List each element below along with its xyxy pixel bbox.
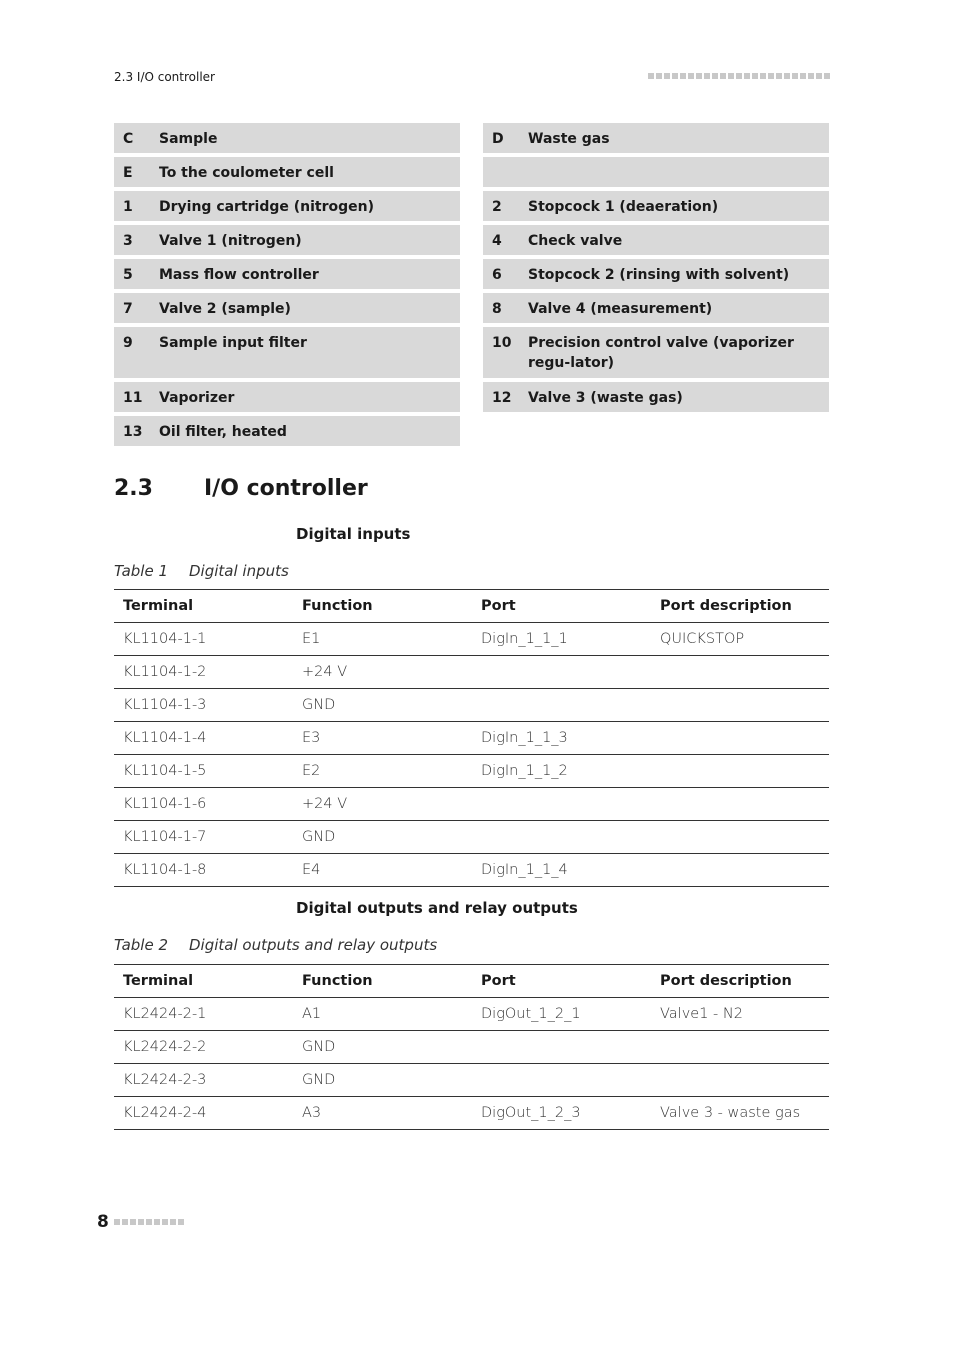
- legend-value: Valve 1 (nitrogen): [159, 233, 302, 249]
- legend-item: [483, 259, 829, 289]
- legend-value: Valve 3 (waste gas): [528, 390, 683, 406]
- table-cell: E2: [293, 755, 472, 788]
- table-row: [114, 656, 829, 689]
- table-cell: KL1104-1-4: [114, 722, 293, 755]
- page-number: 8: [97, 1212, 109, 1232]
- decoration-square: [680, 73, 686, 79]
- table-cell: DigIn_1_1_1: [472, 623, 651, 656]
- legend-key: 6: [492, 267, 502, 283]
- legend-value: Valve 2 (sample): [159, 301, 291, 317]
- table-cell: [472, 788, 651, 821]
- table-cell: Valve1 - N2: [651, 998, 829, 1031]
- table-cell: A3: [293, 1097, 472, 1130]
- decoration-square: [720, 73, 726, 79]
- table-row: [114, 1097, 829, 1130]
- legend-item: [483, 225, 829, 255]
- subheading-digital-outputs: Digital outputs and relay outputs: [296, 899, 578, 917]
- page-footer: [97, 1212, 184, 1232]
- caption-text: Digital outputs and relay outputs: [189, 936, 438, 954]
- legend-value: Sample: [159, 131, 218, 147]
- legend-value: Check valve: [528, 233, 623, 249]
- table-cell: KL2424-2-3: [114, 1064, 293, 1097]
- decoration-square: [122, 1219, 128, 1225]
- table-caption-1: [114, 562, 289, 580]
- legend-item: [483, 382, 829, 412]
- legend-value: Precision control valve (vaporizer regu-lator): [528, 335, 794, 371]
- decoration-square: [808, 73, 814, 79]
- table-cell: [651, 656, 829, 689]
- table-cell: Valve 3 - waste gas: [651, 1097, 829, 1130]
- column-header: Terminal: [114, 590, 293, 623]
- section-number: 2.3: [114, 476, 153, 501]
- decoration-square: [688, 73, 694, 79]
- table-cell: [651, 821, 829, 854]
- decoration-square: [768, 73, 774, 79]
- digital-inputs-table: [114, 589, 829, 887]
- table-cell: DigIn_1_1_4: [472, 854, 651, 887]
- figure-legend: [114, 123, 829, 450]
- legend-item: [114, 191, 460, 221]
- table-row: [114, 788, 829, 821]
- table-cell: KL2424-2-1: [114, 998, 293, 1031]
- digital-outputs-table: [114, 964, 829, 1130]
- table-row: [114, 854, 829, 887]
- legend-key: E: [123, 165, 133, 181]
- table-cell: KL1104-1-2: [114, 656, 293, 689]
- decoration-square: [712, 73, 718, 79]
- decoration-square: [776, 73, 782, 79]
- decoration-square: [760, 73, 766, 79]
- decoration-square: [162, 1219, 168, 1225]
- legend-key: 3: [123, 233, 133, 249]
- column-header: Function: [293, 590, 472, 623]
- decoration-square: [664, 73, 670, 79]
- table-row: [114, 821, 829, 854]
- table-cell: [472, 821, 651, 854]
- legend-key: 7: [123, 301, 133, 317]
- table-cell: KL1104-1-6: [114, 788, 293, 821]
- table-cell: [651, 1031, 829, 1064]
- table-cell: DigIn_1_1_2: [472, 755, 651, 788]
- table-cell: [651, 854, 829, 887]
- table-row: [114, 623, 829, 656]
- table-caption-2: [114, 936, 437, 954]
- table-cell: A1: [293, 998, 472, 1031]
- table-cell: GND: [293, 689, 472, 722]
- decoration-square: [744, 73, 750, 79]
- table-cell: GND: [293, 1064, 472, 1097]
- legend-item: [114, 293, 460, 323]
- legend-item: [114, 259, 460, 289]
- table-row: [114, 1064, 829, 1097]
- legend-value: To the coulometer cell: [159, 165, 334, 181]
- caption-label: Table 2: [114, 936, 169, 954]
- decoration-square: [170, 1219, 176, 1225]
- table-cell: KL1104-1-8: [114, 854, 293, 887]
- legend-value: Vaporizer: [159, 390, 235, 406]
- table-cell: QUICKSTOP: [651, 623, 829, 656]
- table-cell: E1: [293, 623, 472, 656]
- legend-key: 11: [123, 390, 143, 406]
- legend-left-column: [114, 123, 460, 450]
- table-header-row: [114, 965, 829, 998]
- legend-item: [483, 293, 829, 323]
- decoration-square: [672, 73, 678, 79]
- legend-key: 9: [123, 335, 133, 351]
- table-cell: GND: [293, 821, 472, 854]
- decoration-square: [824, 73, 830, 79]
- legend-key: 8: [492, 301, 502, 317]
- table-row: [114, 755, 829, 788]
- decoration-square: [178, 1219, 184, 1225]
- legend-value: Valve 4 (measurement): [528, 301, 713, 317]
- table-row: [114, 998, 829, 1031]
- column-header: Function: [293, 965, 472, 998]
- footer-decoration-squares: [114, 1219, 184, 1225]
- table-cell: +24 V: [293, 788, 472, 821]
- table-cell: KL2424-2-2: [114, 1031, 293, 1064]
- table-row: [114, 1031, 829, 1064]
- table-cell: [472, 1031, 651, 1064]
- legend-item-empty: [483, 157, 829, 187]
- legend-value: Mass flow controller: [159, 267, 319, 283]
- table-header-row: [114, 590, 829, 623]
- section-heading: [114, 476, 368, 501]
- legend-key: D: [492, 131, 504, 147]
- decoration-square: [154, 1219, 160, 1225]
- legend-right-column: [483, 123, 829, 450]
- legend-key: 10: [492, 335, 512, 351]
- table-row: [114, 689, 829, 722]
- decoration-square: [784, 73, 790, 79]
- header-decoration-squares: [648, 73, 830, 79]
- decoration-square: [696, 73, 702, 79]
- table-cell: KL1104-1-7: [114, 821, 293, 854]
- legend-value: Oil filter, heated: [159, 424, 287, 440]
- legend-item: [483, 123, 829, 153]
- table-cell: GND: [293, 1031, 472, 1064]
- legend-value: Sample input filter: [159, 335, 307, 351]
- legend-key: 1: [123, 199, 133, 215]
- decoration-square: [728, 73, 734, 79]
- table-cell: KL1104-1-5: [114, 755, 293, 788]
- legend-item: [114, 382, 460, 412]
- table-cell: [651, 689, 829, 722]
- decoration-square: [704, 73, 710, 79]
- legend-key: 4: [492, 233, 502, 249]
- decoration-square: [800, 73, 806, 79]
- legend-item: [114, 225, 460, 255]
- legend-item: [483, 327, 829, 378]
- legend-key: 13: [123, 424, 143, 440]
- table-cell: KL1104-1-1: [114, 623, 293, 656]
- legend-key: C: [123, 131, 134, 147]
- legend-key: 2: [492, 199, 502, 215]
- decoration-square: [138, 1219, 144, 1225]
- column-header: Terminal: [114, 965, 293, 998]
- legend-key: 12: [492, 390, 512, 406]
- decoration-square: [130, 1219, 136, 1225]
- running-header: 2.3 I/O controller: [114, 70, 215, 84]
- caption-label: Table 1: [114, 562, 169, 580]
- legend-item: [114, 327, 460, 378]
- legend-value: Waste gas: [528, 131, 610, 147]
- section-title: I/O controller: [204, 476, 368, 501]
- table-cell: E3: [293, 722, 472, 755]
- legend-value: Stopcock 1 (deaeration): [528, 199, 719, 215]
- table-cell: [651, 1064, 829, 1097]
- legend-item: [483, 191, 829, 221]
- table-cell: +24 V: [293, 656, 472, 689]
- table-cell: DigOut_1_2_3: [472, 1097, 651, 1130]
- decoration-square: [792, 73, 798, 79]
- subheading-digital-inputs: Digital inputs: [296, 525, 411, 543]
- legend-item: [114, 157, 460, 187]
- caption-text: Digital inputs: [189, 562, 289, 580]
- table-cell: KL2424-2-4: [114, 1097, 293, 1130]
- legend-value: Drying cartridge (nitrogen): [159, 199, 375, 215]
- table-cell: KL1104-1-3: [114, 689, 293, 722]
- decoration-square: [816, 73, 822, 79]
- column-header: Port: [472, 590, 651, 623]
- decoration-square: [146, 1219, 152, 1225]
- column-header: Port description: [651, 590, 829, 623]
- column-header: Port: [472, 965, 651, 998]
- column-header: Port description: [651, 965, 829, 998]
- table-cell: [651, 722, 829, 755]
- table-cell: DigIn_1_1_3: [472, 722, 651, 755]
- table-cell: E4: [293, 854, 472, 887]
- decoration-square: [752, 73, 758, 79]
- table-cell: [651, 755, 829, 788]
- table-cell: [472, 656, 651, 689]
- legend-item: [114, 416, 460, 446]
- table-row: [114, 722, 829, 755]
- table-cell: [651, 788, 829, 821]
- decoration-square: [736, 73, 742, 79]
- legend-value: Stopcock 2 (rinsing with solvent): [528, 267, 790, 283]
- table-cell: [472, 1064, 651, 1097]
- legend-item: [114, 123, 460, 153]
- decoration-square: [648, 73, 654, 79]
- table-cell: DigOut_1_2_1: [472, 998, 651, 1031]
- legend-key: 5: [123, 267, 133, 283]
- decoration-square: [656, 73, 662, 79]
- decoration-square: [114, 1219, 120, 1225]
- table-cell: [472, 689, 651, 722]
